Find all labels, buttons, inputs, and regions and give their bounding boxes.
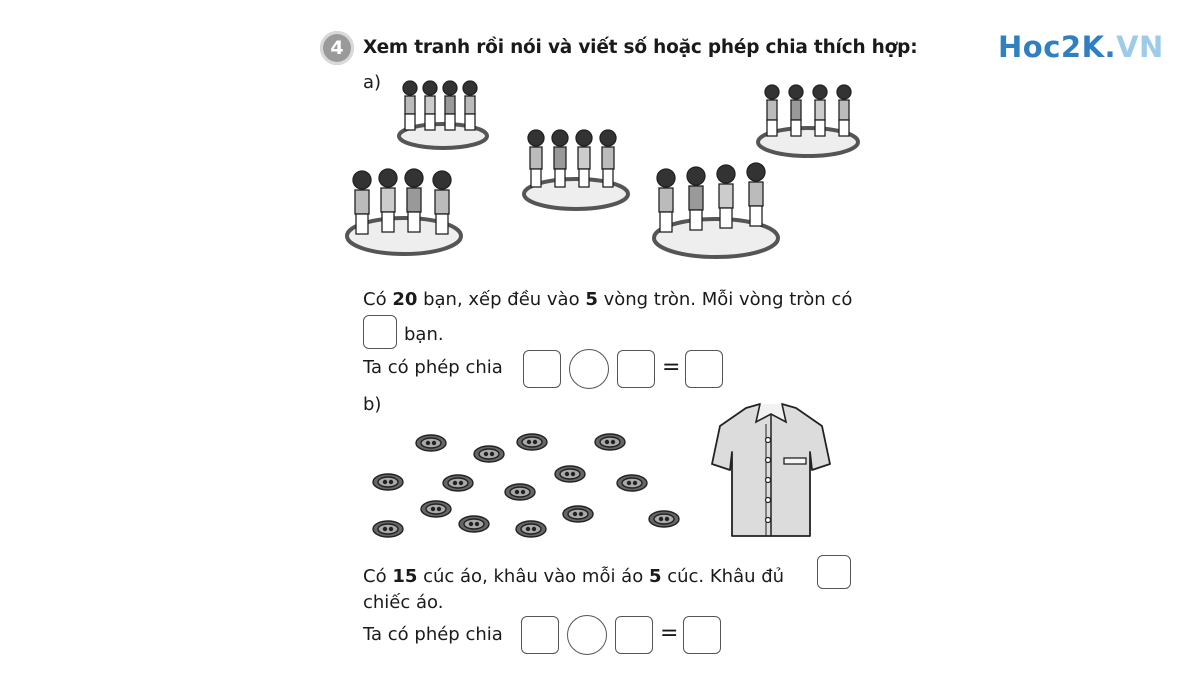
equals-sign-a: = xyxy=(662,355,681,380)
exercise-number-badge: 4 xyxy=(320,31,354,65)
part-b-per: 5 xyxy=(648,566,662,587)
part-b-division-label: Ta có phép chia xyxy=(363,624,503,645)
part-a-sentence-post: vòng tròn. Mỗi vòng tròn có xyxy=(597,289,853,310)
part-a-groups: 5 xyxy=(585,289,598,310)
buttons-illustration xyxy=(360,425,700,550)
part-b-sentence-mid: cúc áo, khâu vào mỗi áo xyxy=(417,566,649,587)
part-b-sentence-post: cúc. Khâu đủ xyxy=(661,566,785,587)
division-divisor-box-a[interactable] xyxy=(617,350,655,388)
site-logo xyxy=(998,30,1164,64)
part-b-label: b) xyxy=(363,394,382,415)
part-b-sentence xyxy=(363,566,784,587)
part-b-sentence-pre: Có xyxy=(363,566,393,587)
part-a-division-label: Ta có phép chia xyxy=(363,357,503,378)
division-dividend-box-b[interactable] xyxy=(521,616,559,654)
part-a-after-box: bạn. xyxy=(404,324,444,345)
part-a-sentence-pre: Có xyxy=(363,289,393,310)
part-a-sentence-mid: bạn, xếp đều vào xyxy=(417,289,586,310)
answer-box-shirts[interactable] xyxy=(817,555,851,589)
answer-box-per-circle[interactable] xyxy=(363,315,397,349)
part-a-sentence xyxy=(363,289,852,310)
division-dividend-box-a[interactable] xyxy=(523,350,561,388)
part-b-after-box: chiếc áo. xyxy=(363,592,444,613)
exercise-title: Xem tranh rồi nói và viết số hoặc phép chia thích hợp: xyxy=(363,37,918,58)
division-quotient-box-b[interactable] xyxy=(683,616,721,654)
equals-sign-b: = xyxy=(660,621,679,646)
division-operator-circle-b[interactable] xyxy=(567,615,607,655)
division-quotient-box-a[interactable] xyxy=(685,350,723,388)
part-b-count: 15 xyxy=(392,566,418,587)
part-a-label: a) xyxy=(363,72,382,93)
division-operator-circle-a[interactable] xyxy=(569,349,609,389)
logo-main: Hoc2K. xyxy=(998,30,1117,64)
part-a-count: 20 xyxy=(392,289,418,310)
division-divisor-box-b[interactable] xyxy=(615,616,653,654)
children-groups-illustration xyxy=(340,70,870,270)
logo-suffix: VN xyxy=(1116,30,1164,64)
shirt-illustration xyxy=(708,400,834,540)
